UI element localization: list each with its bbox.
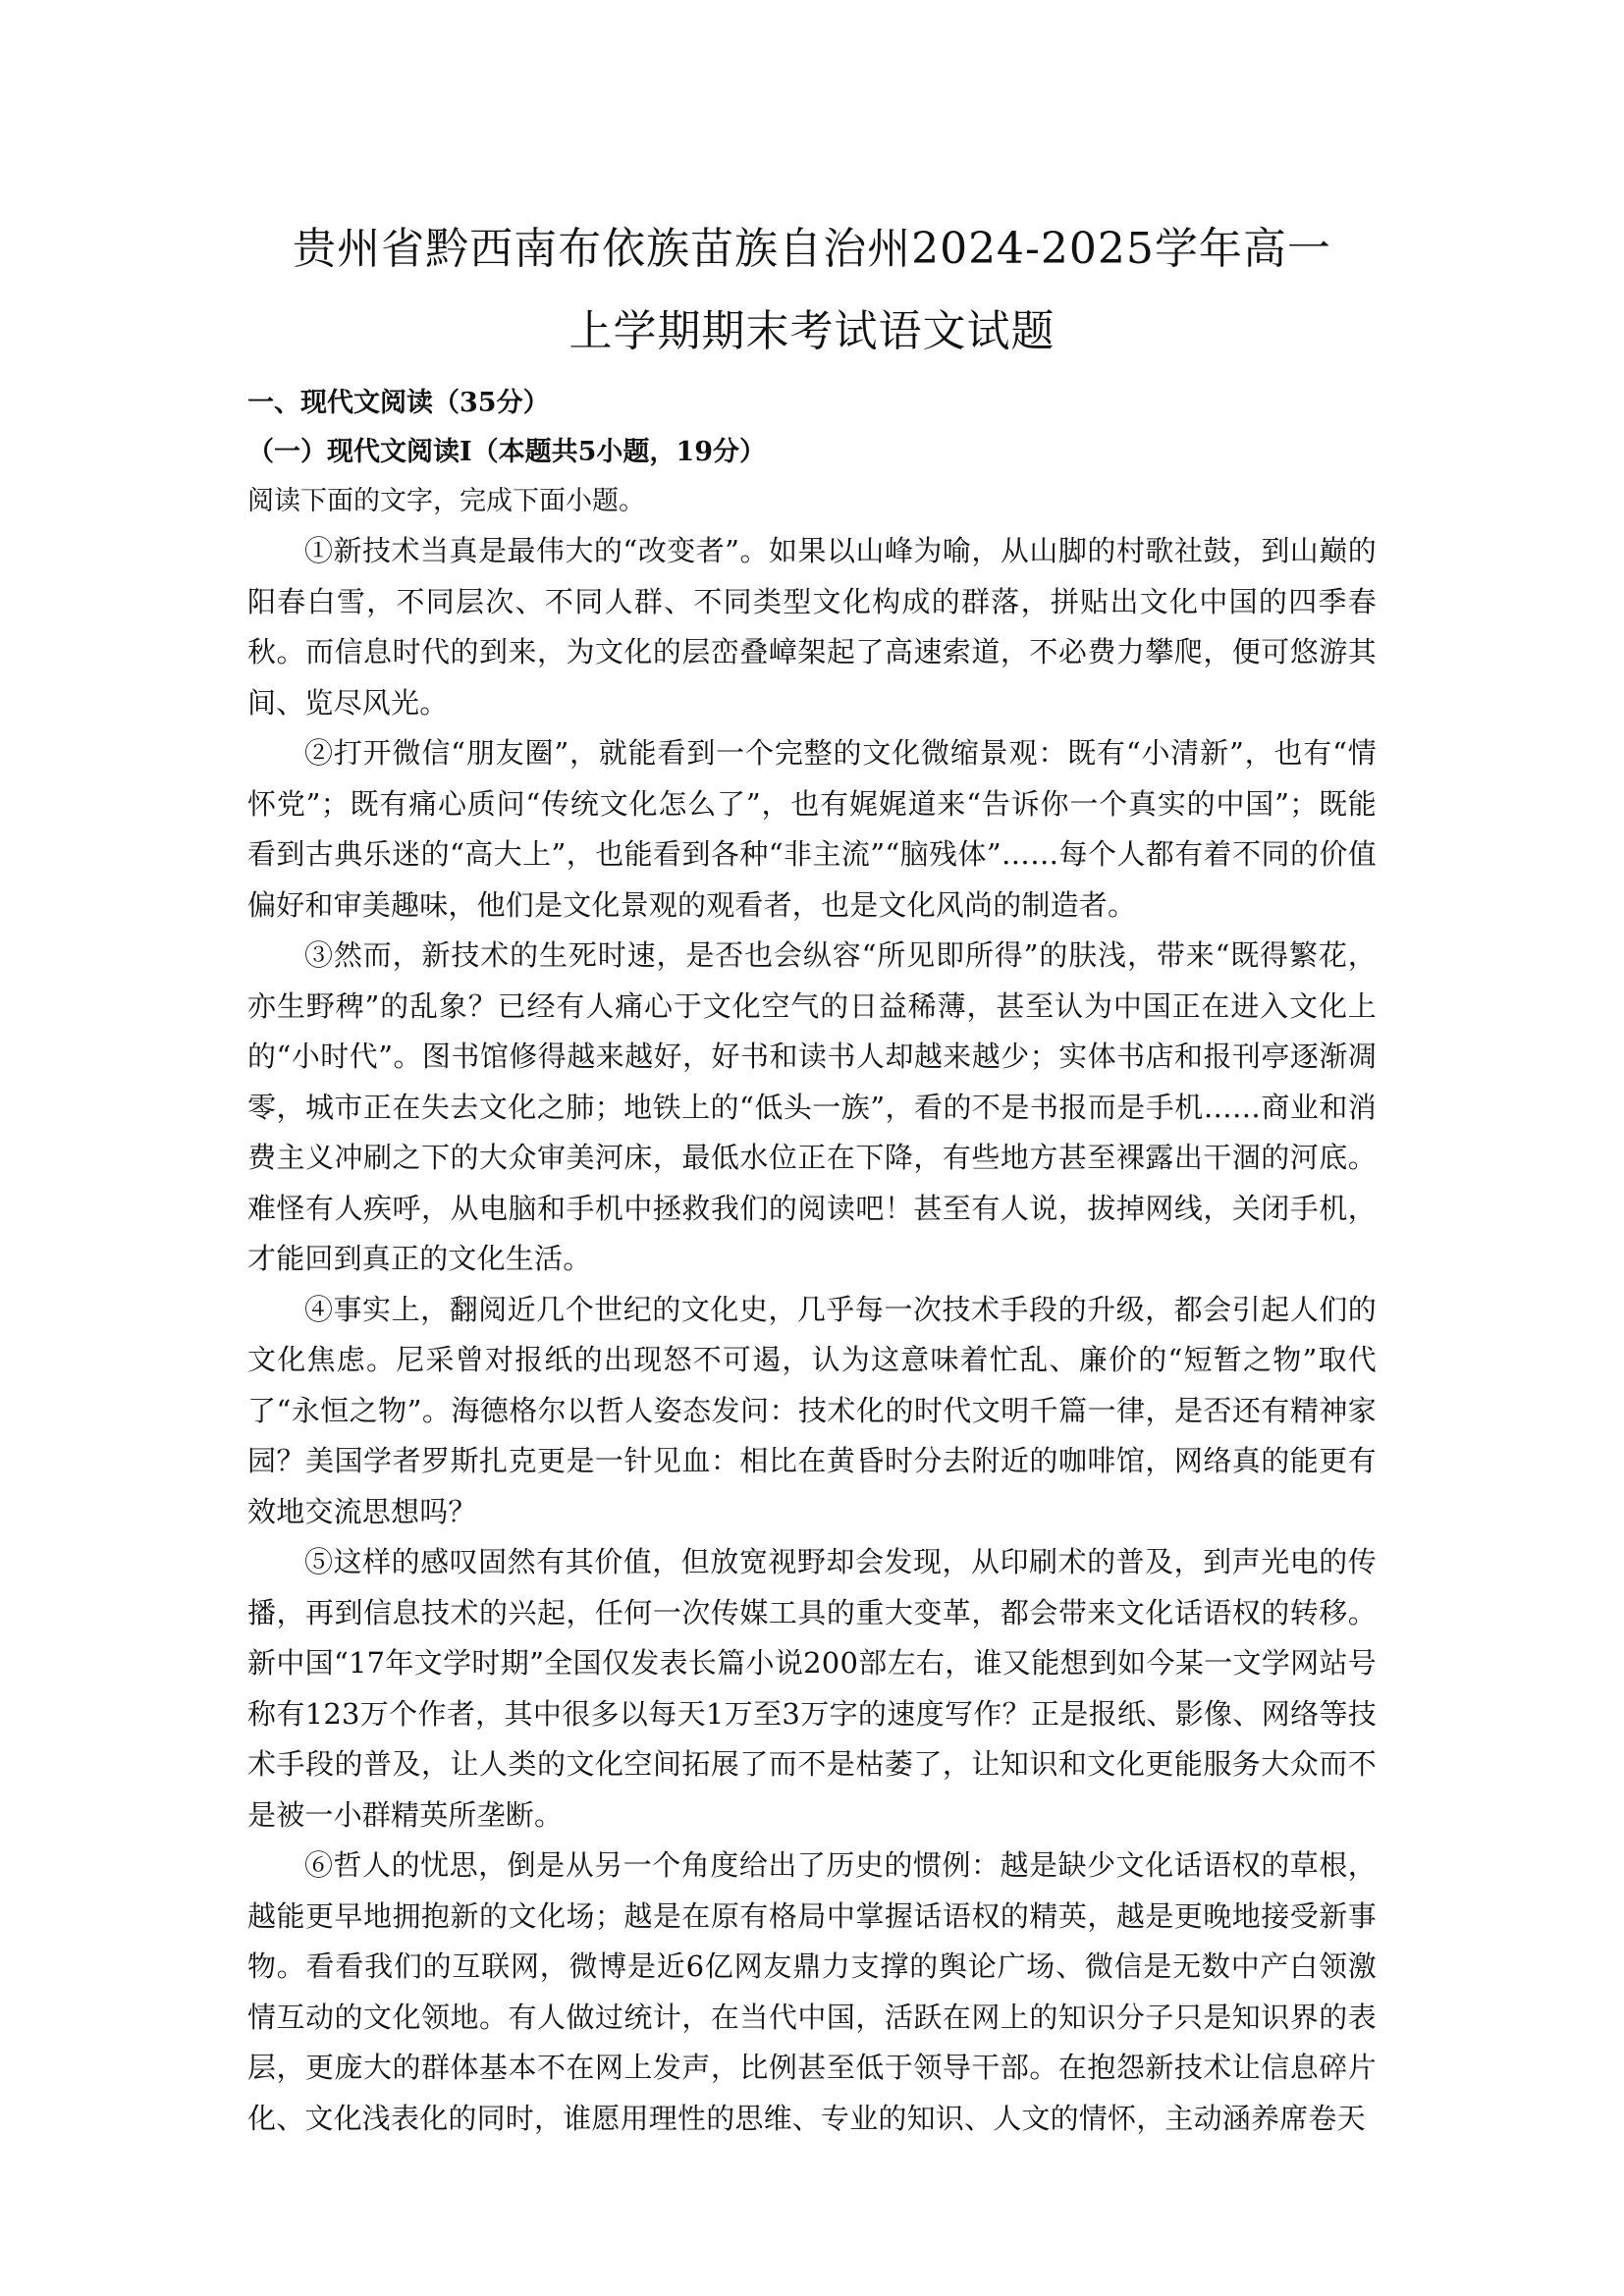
paragraph-2: ②打开微信“朋友圈”，就能看到一个完整的文化微缩景观：既有“小清新”，也有“情怀党”；既有痛心质问“传统文化怎么了”，也有娓娓道来“告诉你一个真实的中国”；既能看到古典乐迷的“高大上”，也能看到各种“非主流”“脑残体”……每个人都有着不同的价值偏好和审美趣味，他们是文化景观的观看者，也是文化风尚的制造者。 bbox=[247, 736, 1377, 922]
sub-heading: （一）现代文阅读Ⅰ（本题共5小题，19分） bbox=[247, 437, 766, 467]
paragraph-6: ⑥哲人的忧思，倒是从另一个角度给出了历史的惯例：越是缺少文化话语权的草根，越能更早地拥抱新的文化场；越是在原有格局中掌握话语权的精英，越是更晚地接受新事物。看看我们的互联网，微博是近6亿网友鼎力支撑的舆论广场、微信是无数中产白领激情互动的文化领地。有人做过统计，在当代中国，活跃在网上的知识分子只是知识界的表层，更庞大的群体基本不在网上发声，比例甚至低于领导干部。在抱怨新技术让信息碎片化、文化浅表化的同时，谁愿用理性的思维、专业的知识、人文的情怀，主动涵养席卷天 bbox=[247, 1848, 1377, 2135]
paragraph-5: ⑤这样的感叹固然有其价值，但放宽视野却会发现，从印刷术的普及，到声光电的传播，再到信息技术的兴起，任何一次传媒工具的重大变革，都会带来文化话语权的转移。新中国“17年文学时期”全国仅发表长篇小说200部左右，谁又能想到如今某一文学网站号称有123万个作者，其中很多以每天1万至3万字的速度写作？正是报纸、影像、网络等技术手段的普及，让人类的文化空间拓展了而不是枯萎了，让知识和文化更能服务大众而不是被一小群精英所垄断。 bbox=[247, 1545, 1377, 1832]
title-line-1: 贵州省黔西南布依族苗族自治州2024-2025学年高一 bbox=[293, 224, 1331, 274]
section-heading: 一、现代文阅读（35分） bbox=[247, 388, 550, 418]
paragraph-1: ①新技术当真是最伟大的“改变者”。如果以山峰为喻，从山脚的村歌社鼓，到山巅的阳春白雪，不同层次、不同人群、不同类型文化构成的群落，拼贴出文化中国的四季春秋。而信息时代的到来，为文化的层峦叠嶂架起了高速索道，不必费力攀爬，便可悠游其间、览尽风光。 bbox=[247, 534, 1377, 720]
reading-instruction: 阅读下面的文字，完成下面小题。 bbox=[247, 486, 645, 516]
title-line-2: 上学期期末考试语文试题 bbox=[568, 306, 1056, 356]
document-title bbox=[247, 208, 1377, 373]
paragraph-3: ③然而，新技术的生死时速，是否也会纵容“所见即所得”的肤浅，带来“既得繁花，亦生野稗”的乱象？已经有人痛心于文化空气的日益稀薄，甚至认为中国正在进入文化上的“小时代”。图书馆修得越来越好，好书和读书人却越来越少；实体书店和报刊亭逐渐凋零，城市正在失去文化之肺；地铁上的“低头一族”，看的不是书报而是手机……商业和消费主义冲刷之下的大众审美河床，最低水位正在下降，有些地方甚至裸露出干涸的河底。难怪有人疾呼，从电脑和手机中拯救我们的阅读吧！甚至有人说，拔掉网线，关闭手机，才能回到真正的文化生活。 bbox=[247, 938, 1377, 1275]
paragraph-4: ④事实上，翻阅近几个世纪的文化史，几乎每一次技术手段的升级，都会引起人们的文化焦虑。尼采曾对报纸的出现怒不可遏，认为这意味着忙乱、廉价的“短暂之物”取代了“永恒之物”。海德格尔以哲人姿态发问：技术化的时代文明千篇一律，是否还有精神家园？美国学者罗斯扎克更是一针见血：相比在黄昏时分去附近的咖啡馆，网络真的能更有效地交流思想吗？ bbox=[247, 1292, 1377, 1528]
